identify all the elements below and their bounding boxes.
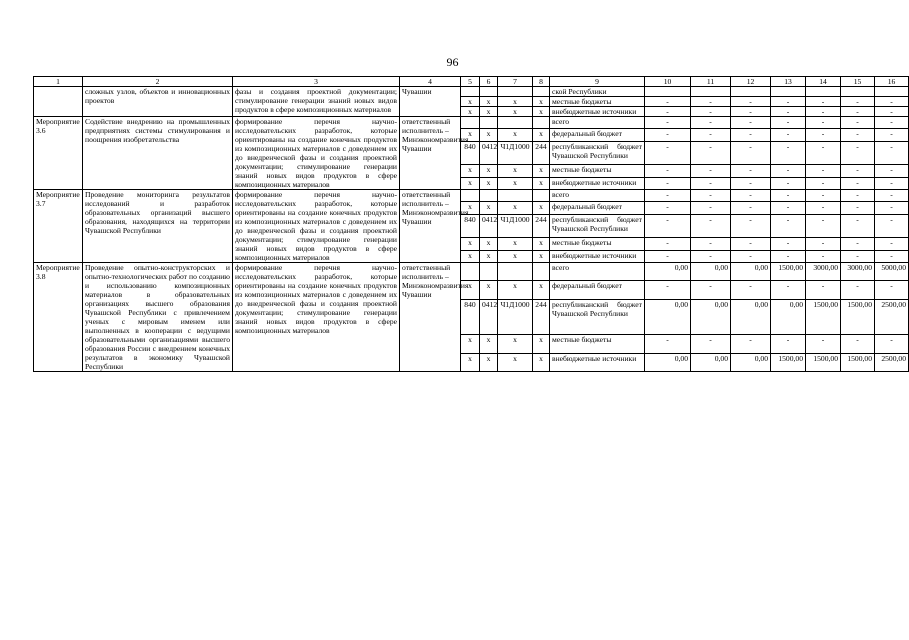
target-article-cell: x: [498, 129, 533, 141]
grbs-code-cell: x: [461, 250, 480, 262]
year-amount-cell: -: [806, 335, 841, 353]
year-amount-cell: -: [875, 202, 909, 214]
program-measures-table: [33, 76, 909, 372]
expense-type-cell: 244: [533, 299, 550, 334]
year-amount-cell: -: [771, 190, 806, 202]
expense-type-cell: x: [533, 129, 550, 141]
year-amount-cell: -: [731, 107, 771, 117]
year-amount-cell: -: [806, 165, 841, 177]
section-code-cell: x: [480, 129, 498, 141]
page-number: 96: [446, 55, 459, 69]
measure-id-cell: [34, 87, 83, 117]
year-amount-cell: -: [691, 214, 731, 238]
expense-type-cell: x: [533, 177, 550, 189]
grbs-code-cell: 840: [461, 299, 480, 334]
funding-source-cell: местные бюджеты: [550, 335, 645, 353]
grbs-code-cell: [461, 87, 480, 97]
column-number-row: [34, 77, 909, 87]
year-amount-cell: 2500,00: [875, 299, 909, 334]
expense-type-cell: [533, 117, 550, 129]
year-amount-cell: -: [875, 238, 909, 250]
year-amount-cell: -: [875, 335, 909, 353]
year-amount-cell: -: [771, 238, 806, 250]
year-amount-cell: -: [806, 214, 841, 238]
year-amount-cell: 3000,00: [841, 263, 875, 281]
year-amount-cell: -: [841, 165, 875, 177]
column-number-cell: 2: [83, 77, 233, 87]
section-code-cell: x: [480, 177, 498, 189]
expense-type-cell: x: [533, 97, 550, 107]
column-number-cell: 13: [771, 77, 806, 87]
year-amount-cell: [771, 87, 806, 97]
funding-source-cell: федеральный бюджет: [550, 129, 645, 141]
section-code-cell: x: [480, 353, 498, 372]
year-amount-cell: -: [771, 129, 806, 141]
funding-source-cell: внебюджетные источники: [550, 177, 645, 189]
executor-cell: ответственный исполнитель – Минэкономразвития Чувашии: [400, 263, 461, 372]
grbs-code-cell: [461, 190, 480, 202]
year-amount-cell: -: [771, 165, 806, 177]
column-number-cell: 7: [498, 77, 533, 87]
funding-source-cell: местные бюджеты: [550, 97, 645, 107]
target-article-cell: [498, 190, 533, 202]
year-amount-cell: -: [841, 335, 875, 353]
year-amount-cell: -: [771, 250, 806, 262]
grbs-code-cell: x: [461, 202, 480, 214]
grbs-code-cell: x: [461, 335, 480, 353]
funding-source-cell: всего: [550, 117, 645, 129]
target-article-cell: x: [498, 107, 533, 117]
measure-description-cell: формирование перечня научно-исследовательских разработок, которые ориентированы на создание конечных продуктов из композиционных материалов с доведением их до внедренческой фазы и создания проектной документации; стимулирование генерации знаний новых видов продуктов в сфере композиционных материалов: [233, 117, 400, 190]
year-amount-cell: -: [691, 202, 731, 214]
year-amount-cell: -: [875, 141, 909, 165]
year-amount-cell: -: [771, 202, 806, 214]
year-amount-cell: -: [771, 177, 806, 189]
section-code-cell: 0412: [480, 141, 498, 165]
year-amount-cell: -: [841, 202, 875, 214]
year-amount-cell: -: [731, 129, 771, 141]
year-amount-cell: -: [806, 190, 841, 202]
year-amount-cell: -: [875, 281, 909, 299]
year-amount-cell: -: [731, 238, 771, 250]
year-amount-cell: -: [731, 214, 771, 238]
year-amount-cell: [731, 87, 771, 97]
column-number-cell: 4: [400, 77, 461, 87]
year-amount-cell: -: [645, 117, 691, 129]
year-amount-cell: -: [691, 141, 731, 165]
year-amount-cell: -: [691, 129, 731, 141]
target-article-cell: x: [498, 353, 533, 372]
funding-source-cell: местные бюджеты: [550, 165, 645, 177]
year-amount-cell: -: [841, 129, 875, 141]
measure-name-cell: Содействие внедрению на промышленных предприятиях системы стимулирования и поощрения изобретательства: [83, 117, 233, 190]
funding-source-cell: внебюджетные источники: [550, 107, 645, 117]
section-code-cell: x: [480, 97, 498, 107]
year-amount-cell: -: [841, 238, 875, 250]
section-code-cell: x: [480, 335, 498, 353]
funding-source-cell: республиканский бюджет Чувашской Республики: [550, 214, 645, 238]
section-code-cell: x: [480, 250, 498, 262]
year-amount-cell: 0,00: [691, 353, 731, 372]
year-amount-cell: -: [731, 190, 771, 202]
target-article-cell: [498, 263, 533, 281]
expense-type-cell: x: [533, 165, 550, 177]
target-article-cell: x: [498, 177, 533, 189]
column-number-cell: 8: [533, 77, 550, 87]
year-amount-cell: -: [691, 190, 731, 202]
section-code-cell: [480, 87, 498, 97]
year-amount-cell: -: [875, 129, 909, 141]
target-article-cell: x: [498, 165, 533, 177]
year-amount-cell: -: [645, 165, 691, 177]
year-amount-cell: -: [691, 117, 731, 129]
year-amount-cell: -: [806, 117, 841, 129]
year-amount-cell: [691, 87, 731, 97]
executor-cell: ответственный исполнитель – Минэкономразвития Чувашии: [400, 117, 461, 190]
year-amount-cell: 0,00: [645, 353, 691, 372]
target-article-cell: x: [498, 97, 533, 107]
target-article-cell: [498, 87, 533, 97]
expense-type-cell: x: [533, 250, 550, 262]
year-amount-cell: [806, 87, 841, 97]
target-article-cell: x: [498, 335, 533, 353]
year-amount-cell: -: [691, 250, 731, 262]
year-amount-cell: -: [691, 107, 731, 117]
year-amount-cell: -: [645, 214, 691, 238]
year-amount-cell: [875, 87, 909, 97]
section-code-cell: [480, 117, 498, 129]
year-amount-cell: 1500,00: [841, 299, 875, 334]
measure-description-cell: формирование перечня научно-исследовательских разработок, которые ориентированы на создание конечных продуктов из композиционных материалов с доведением их до внедренческой фазы и создания проектной документации; стимулирование генерации знаний новых видов продуктов в сфере композиционных материалов: [233, 263, 400, 372]
year-amount-cell: 0,00: [731, 353, 771, 372]
year-amount-cell: -: [806, 202, 841, 214]
year-amount-cell: -: [841, 107, 875, 117]
column-number-cell: 16: [875, 77, 909, 87]
column-number-cell: 3: [233, 77, 400, 87]
year-amount-cell: 0,00: [731, 299, 771, 334]
year-amount-cell: 0,00: [691, 263, 731, 281]
year-amount-cell: -: [691, 281, 731, 299]
column-number-cell: 10: [645, 77, 691, 87]
expense-type-cell: 244: [533, 214, 550, 238]
year-amount-cell: 1500,00: [841, 353, 875, 372]
grbs-code-cell: x: [461, 177, 480, 189]
year-amount-cell: 0,00: [771, 299, 806, 334]
column-number-cell: 12: [731, 77, 771, 87]
target-article-cell: x: [498, 238, 533, 250]
year-amount-cell: 1500,00: [771, 353, 806, 372]
funding-source-cell: внебюджетные источники: [550, 353, 645, 372]
year-amount-cell: -: [645, 250, 691, 262]
grbs-code-cell: x: [461, 107, 480, 117]
expense-type-cell: [533, 263, 550, 281]
grbs-code-cell: x: [461, 165, 480, 177]
column-number-cell: 15: [841, 77, 875, 87]
year-amount-cell: -: [806, 141, 841, 165]
year-amount-cell: -: [731, 177, 771, 189]
year-amount-cell: -: [875, 250, 909, 262]
year-amount-cell: -: [875, 165, 909, 177]
column-number-cell: 1: [34, 77, 83, 87]
year-amount-cell: 0,00: [731, 263, 771, 281]
year-amount-cell: -: [645, 141, 691, 165]
year-amount-cell: -: [771, 97, 806, 107]
year-amount-cell: -: [771, 117, 806, 129]
year-amount-cell: -: [691, 165, 731, 177]
executor-cell: ответственный исполнитель – Минэкономразвития Чувашии: [400, 190, 461, 263]
section-code-cell: x: [480, 165, 498, 177]
year-amount-cell: 1500,00: [771, 263, 806, 281]
funding-source-cell: федеральный бюджет: [550, 281, 645, 299]
grbs-code-cell: x: [461, 97, 480, 107]
funding-source-cell: всего: [550, 190, 645, 202]
funding-source-cell: республиканский бюджет Чувашской Республики: [550, 299, 645, 334]
year-amount-cell: -: [806, 177, 841, 189]
year-amount-cell: [645, 87, 691, 97]
funding-source-cell: республиканский бюджет Чувашской Республики: [550, 141, 645, 165]
year-amount-cell: -: [645, 129, 691, 141]
year-amount-cell: -: [731, 97, 771, 107]
year-amount-cell: 0,00: [645, 263, 691, 281]
year-amount-cell: -: [875, 107, 909, 117]
measure-name-cell: Проведение опытно-конструкторских и опытно-технологических работ по созданию и использованию композиционных материалов в образовательных организациях высшего образования Чувашской Республики с привлечением ученых с мировым именем или выполненных в кооперации с ведущими образовательными организациями высшего образования России с внедрением конечных результатов в экономику Чувашской Республики: [83, 263, 233, 372]
target-article-cell: [498, 117, 533, 129]
target-article-cell: Ч1Д1000: [498, 141, 533, 165]
target-article-cell: x: [498, 202, 533, 214]
year-amount-cell: -: [645, 202, 691, 214]
section-code-cell: x: [480, 202, 498, 214]
grbs-code-cell: [461, 263, 480, 281]
year-amount-cell: -: [875, 214, 909, 238]
year-amount-cell: -: [645, 97, 691, 107]
table-row: [34, 190, 909, 202]
measure-id-cell: Мероприятие 3.6: [34, 117, 83, 190]
funding-source-cell: внебюджетные источники: [550, 250, 645, 262]
year-amount-cell: -: [875, 177, 909, 189]
year-amount-cell: -: [691, 238, 731, 250]
expense-type-cell: [533, 87, 550, 97]
year-amount-cell: -: [731, 202, 771, 214]
measure-name-cell: Проведение мониторинга результатов исследований и разработок образовательных организаций высшего образования, находящихся на территории Чувашской Республики: [83, 190, 233, 263]
year-amount-cell: -: [875, 117, 909, 129]
year-amount-cell: 1500,00: [806, 353, 841, 372]
section-code-cell: 0412: [480, 299, 498, 334]
year-amount-cell: -: [806, 238, 841, 250]
year-amount-cell: -: [841, 214, 875, 238]
section-code-cell: [480, 263, 498, 281]
grbs-code-cell: x: [461, 238, 480, 250]
section-code-cell: x: [480, 238, 498, 250]
year-amount-cell: -: [841, 281, 875, 299]
year-amount-cell: -: [806, 281, 841, 299]
year-amount-cell: -: [771, 335, 806, 353]
section-code-cell: x: [480, 107, 498, 117]
year-amount-cell: 0,00: [691, 299, 731, 334]
year-amount-cell: -: [731, 165, 771, 177]
grbs-code-cell: x: [461, 129, 480, 141]
target-article-cell: Ч1Д1000: [498, 299, 533, 334]
target-article-cell: x: [498, 281, 533, 299]
grbs-code-cell: [461, 117, 480, 129]
year-amount-cell: -: [691, 97, 731, 107]
year-amount-cell: -: [841, 141, 875, 165]
measure-description-cell: формирование перечня научно-исследовательских разработок, которые ориентированы на создание конечных продуктов из композиционных материалов с доведением их до внедренческой фазы и создания проектной документации; стимулирование генерации знаний новых видов продуктов в сфере композиционных материалов: [233, 190, 400, 263]
funding-source-cell: ской Республики: [550, 87, 645, 97]
column-number-cell: 6: [480, 77, 498, 87]
target-article-cell: Ч1Д1000: [498, 214, 533, 238]
funding-source-cell: всего: [550, 263, 645, 281]
year-amount-cell: -: [771, 107, 806, 117]
year-amount-cell: -: [806, 107, 841, 117]
executor-cell: Чувашии: [400, 87, 461, 117]
year-amount-cell: -: [841, 190, 875, 202]
column-number-cell: 5: [461, 77, 480, 87]
expense-type-cell: x: [533, 107, 550, 117]
year-amount-cell: -: [645, 190, 691, 202]
year-amount-cell: -: [806, 129, 841, 141]
year-amount-cell: -: [645, 107, 691, 117]
expense-type-cell: x: [533, 353, 550, 372]
year-amount-cell: -: [771, 141, 806, 165]
year-amount-cell: -: [806, 250, 841, 262]
year-amount-cell: -: [875, 190, 909, 202]
year-amount-cell: -: [841, 117, 875, 129]
section-code-cell: [480, 190, 498, 202]
column-number-cell: 11: [691, 77, 731, 87]
year-amount-cell: -: [645, 335, 691, 353]
measure-id-cell: Мероприятие 3.8: [34, 263, 83, 372]
year-amount-cell: -: [731, 281, 771, 299]
expense-type-cell: x: [533, 238, 550, 250]
expense-type-cell: 244: [533, 141, 550, 165]
expense-type-cell: x: [533, 202, 550, 214]
column-number-cell: 14: [806, 77, 841, 87]
year-amount-cell: -: [875, 97, 909, 107]
year-amount-cell: 5000,00: [875, 263, 909, 281]
expense-type-cell: x: [533, 281, 550, 299]
expense-type-cell: [533, 190, 550, 202]
grbs-code-cell: x: [461, 281, 480, 299]
table-row: [34, 263, 909, 281]
funding-source-cell: местные бюджеты: [550, 238, 645, 250]
grbs-code-cell: 840: [461, 214, 480, 238]
year-amount-cell: -: [731, 250, 771, 262]
section-code-cell: x: [480, 281, 498, 299]
funding-source-cell: федеральный бюджет: [550, 202, 645, 214]
year-amount-cell: 1500,00: [806, 299, 841, 334]
year-amount-cell: -: [645, 177, 691, 189]
section-code-cell: 0412: [480, 214, 498, 238]
year-amount-cell: -: [691, 177, 731, 189]
measure-description-cell: фазы и создания проектной документации; стимулирование генерации знаний новых видов продуктов в сфере композиционных материалов: [233, 87, 400, 117]
year-amount-cell: -: [731, 141, 771, 165]
year-amount-cell: -: [806, 97, 841, 107]
year-amount-cell: 2500,00: [875, 353, 909, 372]
year-amount-cell: -: [771, 281, 806, 299]
year-amount-cell: -: [841, 250, 875, 262]
measure-id-cell: Мероприятие 3.7: [34, 190, 83, 263]
year-amount-cell: -: [771, 214, 806, 238]
year-amount-cell: -: [731, 117, 771, 129]
year-amount-cell: 3000,00: [806, 263, 841, 281]
expense-type-cell: x: [533, 335, 550, 353]
measure-name-cell: сложных узлов, объектов и инновационных проектов: [83, 87, 233, 117]
table-row: [34, 87, 909, 97]
year-amount-cell: -: [645, 281, 691, 299]
year-amount-cell: -: [731, 335, 771, 353]
year-amount-cell: -: [691, 335, 731, 353]
grbs-code-cell: 840: [461, 141, 480, 165]
year-amount-cell: 0,00: [645, 299, 691, 334]
target-article-cell: x: [498, 250, 533, 262]
grbs-code-cell: x: [461, 353, 480, 372]
year-amount-cell: -: [841, 177, 875, 189]
table-row: [34, 117, 909, 129]
year-amount-cell: -: [645, 238, 691, 250]
column-number-cell: 9: [550, 77, 645, 87]
year-amount-cell: -: [841, 97, 875, 107]
year-amount-cell: [841, 87, 875, 97]
